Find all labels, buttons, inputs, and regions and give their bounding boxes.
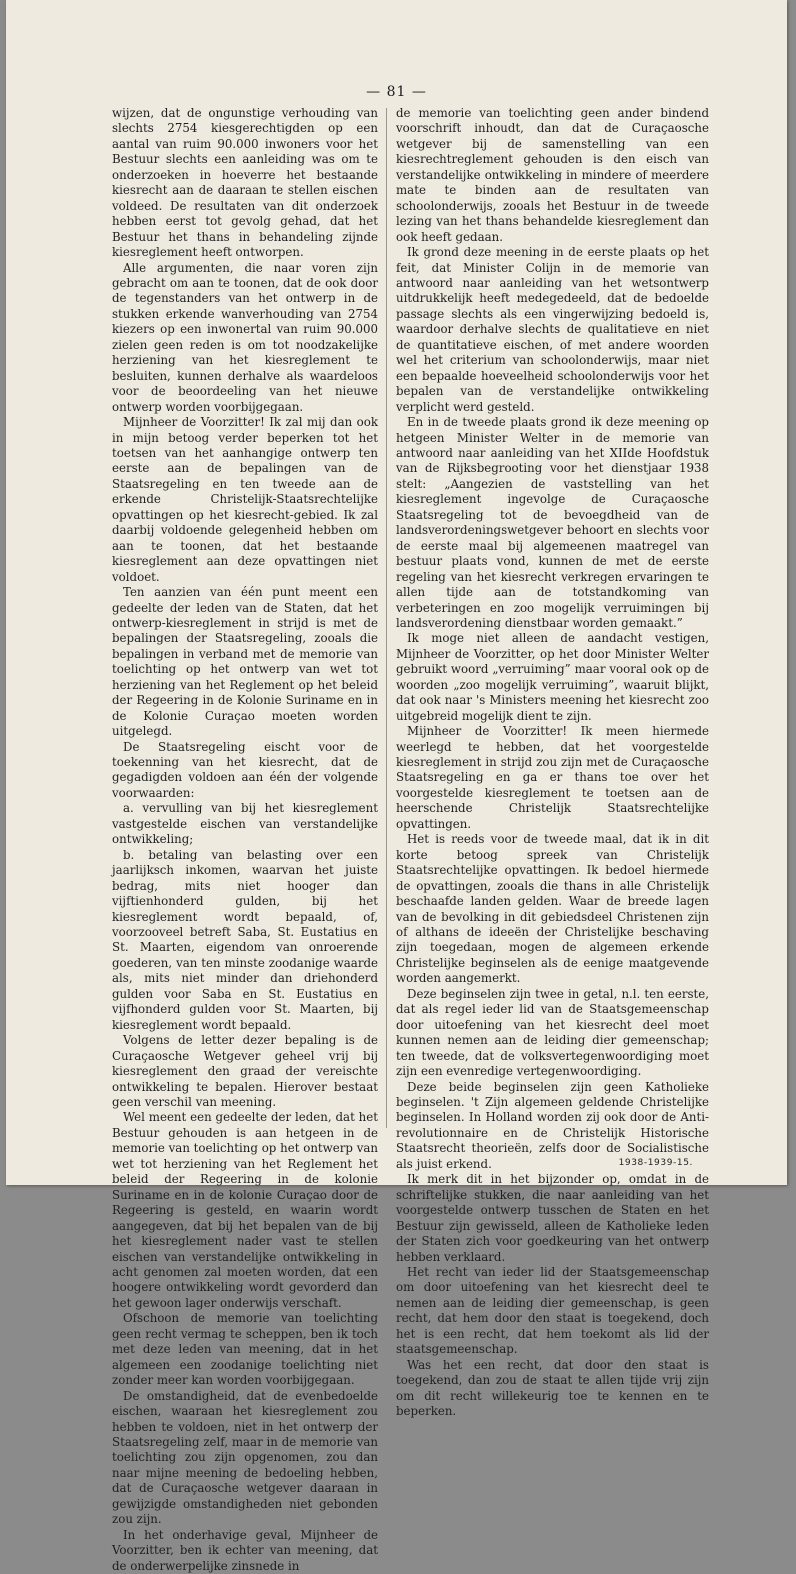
paragraph: Deze beginselen zijn twee in getal, n.l. ten eerste, dat als regel ieder lid van de Staatsgemeenschap door uitoefening van het kiesrecht deel moet kunnen nemen aan de leiding dier gemeenschap; ten tweede, dat de volksvertegenwoordiging moet zijn een evenredige vertegenwoordiging. (396, 986, 709, 1079)
paragraph: Mijnheer de Voorzitter! Ik meen hiermede weerlegd te hebben, dat het voorgestelde kiesreglement in strijd zou zijn met de Curaçaosche Staatsregeling en ga er thans toe over het voorgestelde kiesreglement te toetsen aan de heerschende Christelijk Staatsrechtelijke opvattingen. (396, 724, 709, 831)
page-number: — 81 — (366, 84, 427, 100)
paragraph: Alle argumenten, die naar voren zijn gebracht om aan te toonen, dat de ook door de tegenstanders van het ontwerp in de stukken erkende wanverhouding van 2754 kiezers op een inwonertal van ruim 90.000 zielen geen reden is om tot noodzakelijke herziening van het kiesreglement te besluiten, kunnen derhalve als waardeloos voor de beoordeeling van het nieuwe ontwerp worden voorbijgegaan. (112, 260, 378, 414)
right-column (396, 106, 709, 1420)
paragraph: wijzen, dat de ongunstige verhouding van slechts 2754 kiesgerechtigden op een aantal van ruim 90.000 inwoners voor het Bestuur slechts een aanleiding was om te onderzoeken in hoeverre het bestaande kiesrecht aan de daaraan te stellen eischen voldeed. De resultaten van dit onderzoek hebben eerst tot gevolg gehad, dat het Bestuur het thans in behandeling zijnde kiesreglement heeft ontworpen. (112, 106, 378, 260)
document-page (6, 0, 787, 1573)
paragraph: Mijnheer de Voorzitter! Ik zal mij dan ook in mijn betoog verder beperken tot het toetsen van het aanhangige ontwerp ten eerste aan de bepalingen van de Staatsregeling en ten tweede aan de erkende Christelijk-Staatsrechtelijke opvattingen op het kiesrecht-gebied. Ik zal daarbij voldoende gelegenheid hebben om aan te toonen, dat het bestaande kiesreglement aan deze opvattingen niet voldoet. (112, 415, 378, 584)
paragraph: Ik moge niet alleen de aandacht vestigen, Mijnheer de Voorzitter, op het door Minister Welter gebruikt woord „verruiming” maar vooral ook op de woorden „zoo mogelijk verruiming”, waaruit blijkt, dat ook naar 's Ministers meening het kiesrecht zoo uitgebreid mogelijk dient te zijn. (396, 631, 709, 723)
paragraph: Ofschoon de memorie van toelichting geen recht vermag te scheppen, ben ik toch met deze leden van meening, dat in het algemeen een zoodanige toelichting niet zonder meer kan worden voorbijgegaan. (112, 1311, 378, 1388)
paragraph: Het recht van ieder lid der Staatsgemeenschap om door uitoefening van het kiesrecht deel te nemen aan de leiding dier gemeenschap, is geen recht, dat hem door den staat is toegekend, doch het is een recht, dat hem toekomt als lid der staatsgemeenschap. (396, 1264, 709, 1357)
paragraph: b. betaling van belasting over een jaarlijksch inkomen, waarvan het juiste bedrag, mits niet hooger dan vijftienhonderd gulden, bij het kiesreglement wordt bepaald, of, voorzooveel betreft Saba, St. Eustatius en St. Maarten, eigendom van onroerende goederen, van ten minste zoodanige waarde als, mits niet minder dan driehonderd gulden voor Saba en St. Eustatius en vijfhonderd gulden voor St. Maarten, bij kiesreglement wordt bepaald. (112, 847, 378, 1032)
paragraph: En in de tweede plaats grond ik deze meening op hetgeen Minister Welter in de memorie van antwoord naar aanleiding van het XIIde Hoofdstuk van de Rijksbegrooting voor het dienstjaar 1938 stelt: „Aangezien de vaststelling van het kiesreglement ingevolge de Curaçaosche Staatsregeling tot de bevoegdheid van de landsverordeningswetgever behoort en slechts voor de eerste maal bij algemeenen maatregel van bestuur plaats vond, kunnen de met de eerste regeling van het kiesrecht verkregen ervaringen te allen tijde aan de totstandkoming van verbeteringen en zoo mogelijk verruimingen bij landsverordening dienstbaar worden gemaakt.” (396, 415, 709, 630)
paragraph: De omstandigheid, dat de evenbedoelde eischen, waaraan het kiesreglement zou hebben te voldoen, niet in het ontwerp der Staatsregeling zelf, maar in de memorie van toelichting zou zijn opgenomen, zou dan naar mijne meening de bedoeling hebben, dat de Curaçaosche wetgever daaraan in gewijzigde omstandigheden niet gebonden zou zijn. (112, 1388, 378, 1527)
footer-code: 1938-1939-15. (618, 1158, 693, 1168)
paragraph: a. vervulling van bij het kiesreglement vastgestelde eischen van verstandelijke ontwikkeling; (112, 801, 378, 847)
paragraph: De Staatsregeling eischt voor de toekenning van het kiesrecht, dat de gegadigden voldoen aan één der volgende voorwaarden: (112, 739, 378, 800)
paragraph: Ten aanzien van één punt meent een gedeelte der leden van de Staten, dat het ontwerp-kiesreglement in strijd is met de bepalingen der Staatsregeling, zooals die bepalingen in verband met de memorie van toelichting op het ontwerp van wet tot herziening van het Reglement op het beleid der Regeering in de Kolonie Suriname en in de Kolonie Curaçao moeten worden uitgelegd. (112, 585, 378, 739)
column-divider (386, 108, 387, 1128)
paragraph: Het is reeds voor de tweede maal, dat ik in dit korte betoog spreek van Christelijk Staatsrechtelijke opvattingen. Ik bedoel hiermede de opvattingen, zooals die thans in alle Christelijk beschaafde landen gelden. Waar de breede lagen van de bevolking in dit gebiedsdeel Christenen zijn of althans de ideeën der Christelijke beschaving zijn toegedaan, mogen de algemeen erkende Christelijke beginselen als de eenige maatgevende worden aangemerkt. (396, 832, 709, 986)
paragraph: Was het een recht, dat door den staat is toegekend, dan zou de staat te allen tijde vrij zijn om dit recht willekeurig toe te kennen en te beperken. (396, 1357, 709, 1419)
paragraph: de memorie van toelichting geen ander bindend voorschrift inhoudt, dan dat de Curaçaosche wetgever bij de samenstelling van een kiesrechtreglement gehouden is den eisch van verstandelijke ontwikkeling in mindere of meerdere mate te binden aan de resultaten van schoolonderwijs, zooals het Bestuur in de tweede lezing van het thans behandelde kiesreglement dan ook heeft gedaan. (396, 106, 709, 244)
paragraph: Volgens de letter dezer bepaling is de Curaçaosche Wetgever geheel vrij bij kiesreglement den graad der vereischte ontwikkeling te bepalen. Hierover bestaat geen verschil van meening. (112, 1033, 378, 1109)
paragraph: Ik grond deze meening in de eerste plaats op het feit, dat Minister Colijn in de memorie van antwoord naar aanleiding van het wetsontwerp uitdrukkelijk heeft medegedeeld, dat de bedoelde passage slechts als een vingerwijzing bedoeld is, waardoor derhalve slechts de qualitatieve en niet de quantitatieve eischen, of met andere woorden wel het criterium van schoolonderwijs, maar niet een bepaalde hoeveelheid schoolonderwijs voor het bepalen van de verstandelijke ontwikkeling verplicht werd gesteld. (396, 245, 709, 414)
paragraph: Deze beide beginselen zijn geen Katholieke beginselen. 't Zijn algemeen geldende Christelijke beginselen. In Holland worden zij ook door de Anti-revolutionnaire en de Christelijk Historische Staatsrecht theorieën, zelfs door de Socialistische als juist erkend. (396, 1079, 709, 1171)
paragraph: Wel meent een gedeelte der leden, dat het Bestuur gehouden is aan hetgeen in de memorie van toelichting op het ontwerp van wet tot herziening van het Reglement het beleid der Regeering in de kolonie Suriname en in de kolonie Curaçao door de Regeering is gesteld, en waarin wordt aangegeven, dat bij het bepalen van de bij het kiesreglement nader vast te stellen eischen van verstandelijke ontwikkeling in acht genomen zal moeten worden, dat een hoogere ontwikkeling wordt gevorderd dan het gewoon lager onderwijs verschaft. (112, 1110, 378, 1310)
paragraph: In het onderhavige geval, Mijnheer de Voorzitter, ben ik echter van meening, dat de onderwerpelijke zinsnede in (112, 1527, 378, 1573)
left-column (112, 106, 378, 1574)
paragraph: Ik merk dit in het bijzonder op, omdat in de schriftelijke stukken, die naar aanleiding van het voorgestelde ontwerp tusschen de Staten en het Bestuur zijn gewisseld, alleen de Katholieke leden der Staten zich voor goedkeuring van het ontwerp hebben verklaard. (396, 1172, 709, 1264)
